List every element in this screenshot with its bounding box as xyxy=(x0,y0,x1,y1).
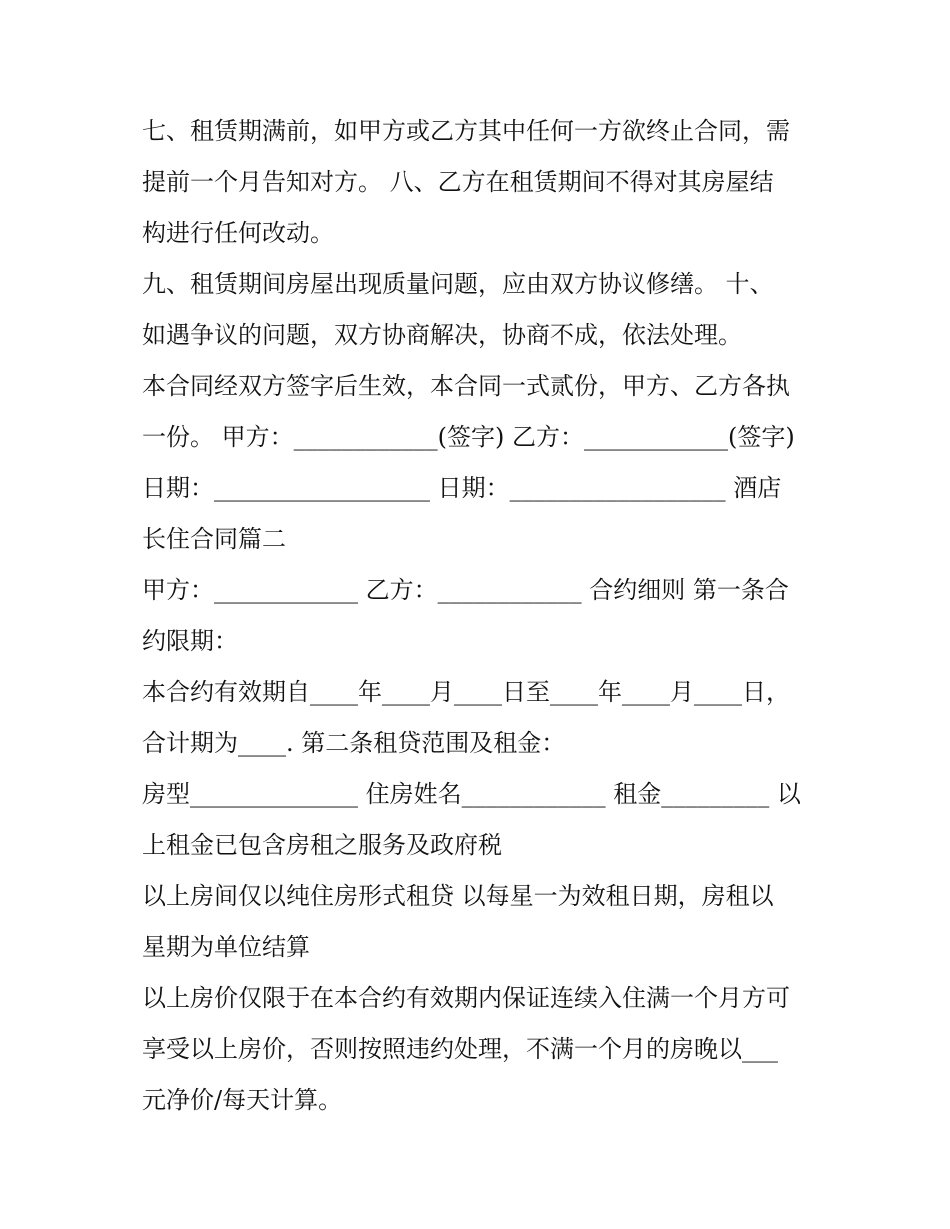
signature-line: 一份。 甲方：____________(签字) 乙方：____________(签字) xyxy=(142,423,795,451)
text-line: 上租金已包含房租之服务及政府税 xyxy=(142,831,502,859)
section-title: 长住合同篇二 xyxy=(142,525,286,553)
period-line: 本合约有效期自____年____月____日至____年____月____日， xyxy=(142,678,790,706)
text-line: 以上房价仅限于在本合约有效期内保证连续入住满一个月方可 xyxy=(142,984,790,1012)
contract-text xyxy=(142,106,822,1126)
text-line: 享受以上房价，否则按照违约处理，不满一个月的房晚以___ xyxy=(142,1035,778,1063)
text-line: 以上房间仅以纯住房形式租贷 以每星一为效租日期，房租以 xyxy=(142,882,774,910)
text-line: 构进行任何改动。 xyxy=(142,219,334,247)
text-line: 合计期为____. 第二条租贷范围及租金： xyxy=(142,729,566,757)
text-line: 七、租赁期满前，如甲方或乙方其中任何一方欲终止合同，需 xyxy=(142,117,790,145)
text-line: 提前一个月告知对方。 八、乙方在租赁期间不得对其房屋结 xyxy=(142,168,774,196)
text-line: 如遇争议的问题，双方协商解决，协商不成，依法处理。 xyxy=(142,321,742,349)
parties-line: 甲方：____________ 乙方：____________ 合约细则 第一条合 xyxy=(142,576,789,604)
text-line: 本合同经双方签字后生效，本合同一式贰份，甲方、乙方各执 xyxy=(142,372,790,400)
date-line: 日期：__________________ 日期：__________________ 酒店 xyxy=(142,474,782,502)
text-line: 元净价/每天计算。 xyxy=(142,1086,343,1114)
text-line: 约限期： xyxy=(142,627,238,655)
text-line: 星期为单位结算 xyxy=(142,933,310,961)
room-rent-line: 房型______________ 住房姓名____________ 租金_________ 以 xyxy=(142,780,801,808)
text-line: 九、租赁期间房屋出现质量问题，应由双方协议修缮。 十、 xyxy=(142,270,774,298)
